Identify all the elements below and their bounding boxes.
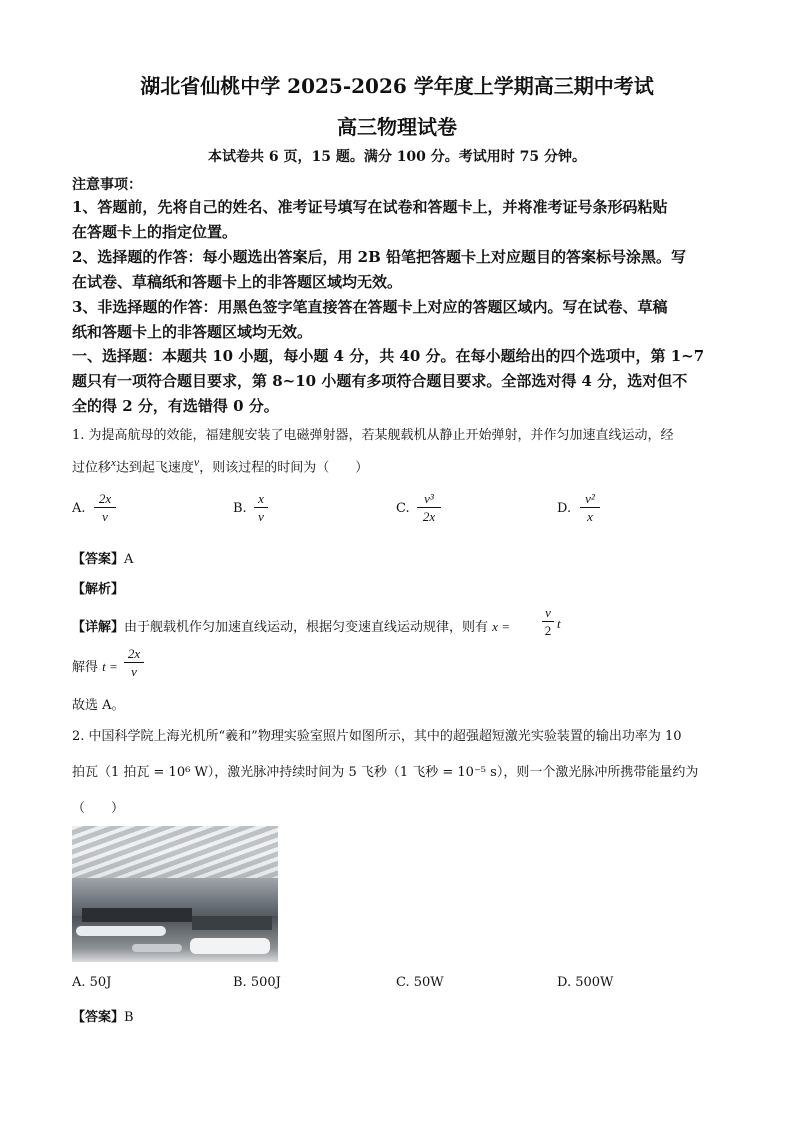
q1-option-a-fraction xyxy=(94,491,116,524)
fraction-bar xyxy=(94,507,116,508)
note-2-line-2: 在试卷、草稿纸和答题卡上的非答题区域均无效。 xyxy=(72,273,403,291)
detail-eq-lhs: x = xyxy=(492,619,510,634)
q2-stem-line-2: 拍瓦（1 拍瓦 = 10⁶ W），激光脉冲持续时间为 5 飞秒（1 飞秒 = 10⁻⁵ s），则一个激光脉冲所携带能量约为 xyxy=(72,765,699,780)
q1-option-b-label: B. xyxy=(233,501,247,516)
note-3-line-2: 纸和答题卡上的非答题区域均无效。 xyxy=(72,323,313,341)
q1-option-c-num: v³ xyxy=(424,491,434,506)
q1-stem-part-c: ，则该过程的时间为（ ） xyxy=(199,460,369,476)
solve-num: 2x xyxy=(127,646,141,661)
section-1-line-2: 题只有一项符合题目要求，第 8~10 小题有多项符合题目要求。全部选对得 4 分，选对但不 xyxy=(72,372,688,390)
answer-value: B xyxy=(124,1010,134,1025)
q1-option-d-label: D. xyxy=(557,501,572,516)
note-2-line-1: 2、选择题的作答：每小题选出答案后，用 2B 铅笔把答题卡上对应题目的答案标号涂黑。写 xyxy=(72,248,687,266)
q1-stem-part-a: 过位移 xyxy=(72,460,112,476)
q1-stem-line-1: 1. 为提高航母的效能，福建舰安装了电磁弹射器，若某舰载机从静止开始弹射，并作匀加速直线运动，经 xyxy=(72,428,674,443)
note-3-line-1: 3、非选择题的作答：用黑色签字笔直接答在答题卡上对应的答题区域内。写在试卷、草稿 xyxy=(72,298,668,316)
q1-answer xyxy=(72,548,133,567)
detail-eq-num: v xyxy=(545,605,551,620)
q1-analysis-tag: 【解析】 xyxy=(72,582,125,597)
q2-option-a: A. 50J xyxy=(72,975,112,990)
detail-eq-den: 2 xyxy=(544,623,552,638)
solve-fraction xyxy=(124,646,144,679)
q1-stem-part-b: 达到起飞速度 xyxy=(115,460,194,476)
q2-option-b: B. 500J xyxy=(233,975,281,990)
section-1-line-3: 全的得 2 分，有选错得 0 分。 xyxy=(72,397,279,415)
q2-stem-line-1: 2. 中国科学院上海光机所“羲和”物理实验室照片如图所示，其中的超强超短激光实验装置的输出功率为 10 xyxy=(72,729,682,744)
q1-conclusion: 故选 A。 xyxy=(72,698,125,713)
solve-den: v xyxy=(131,664,137,679)
q1-option-a-den: v xyxy=(102,509,108,524)
solve-text: 解得 xyxy=(72,660,99,675)
notes-heading: 注意事项： xyxy=(72,177,142,193)
answer-value: A xyxy=(124,552,134,567)
exam-subtitle: 高三物理试卷 xyxy=(337,115,457,139)
answer-tag: 【答案】 xyxy=(72,552,125,567)
q1-solve xyxy=(72,656,118,675)
detail-tag: 【详解】 xyxy=(72,620,125,635)
q1-option-d-num: v² xyxy=(585,491,595,506)
q1-var-x: x xyxy=(111,457,116,469)
q1-option-a-label: A. xyxy=(72,501,86,516)
detail-eq-t: t xyxy=(557,616,561,631)
q1-option-d-fraction xyxy=(580,491,600,524)
q2-option-c: C. 50W xyxy=(396,975,444,990)
q2-option-d: D. 500W xyxy=(557,975,614,990)
q1-option-c-fraction xyxy=(417,491,441,524)
note-1-line-2: 在答题卡上的指定位置。 xyxy=(72,223,238,241)
q1-option-b-num: x xyxy=(258,491,264,506)
detail-text: 由于舰载机作匀加速直线运动，根据匀变速直线运动规律，则有 xyxy=(124,620,489,635)
fraction-bar xyxy=(417,507,441,508)
q1-detail xyxy=(72,616,510,635)
q1-option-b-den: v xyxy=(258,509,264,524)
q2-stem-line-3: （ ） xyxy=(72,801,125,816)
q2-answer xyxy=(72,1006,134,1025)
q1-option-c-label: C. xyxy=(396,501,410,516)
laser-lab-photo xyxy=(72,826,278,962)
solve-lhs: t = xyxy=(102,659,118,674)
exam-title: 湖北省仙桃中学 2025-2026 学年度上学期高三期中考试 xyxy=(140,74,654,98)
q1-stem-line-2 xyxy=(72,455,368,475)
q1-option-a-num: 2x xyxy=(98,491,112,506)
note-1-line-1: 1、答题前，先将自己的姓名、准考证号填写在试卷和答题卡上，并将准考证号条形码粘贴 xyxy=(72,198,668,216)
answer-tag: 【答案】 xyxy=(72,1010,125,1025)
fraction-bar xyxy=(124,662,144,663)
fraction-bar xyxy=(542,621,554,622)
fraction-bar xyxy=(580,507,600,508)
exam-info: 本试卷共 6 页，15 题。满分 100 分。考试用时 75 分钟。 xyxy=(207,149,587,165)
q1-option-b-fraction xyxy=(254,491,268,524)
detail-eq-fraction xyxy=(542,605,554,638)
q1-option-c-den: 2x xyxy=(422,509,436,524)
q1-var-v: v xyxy=(193,455,200,469)
fraction-bar xyxy=(254,507,268,508)
section-1-line-1: 一、选择题：本题共 10 小题，每小题 4 分，共 40 分。在每小题给出的四个选项中，第 1~7 xyxy=(72,347,705,365)
q1-option-d-den: x xyxy=(587,509,593,524)
